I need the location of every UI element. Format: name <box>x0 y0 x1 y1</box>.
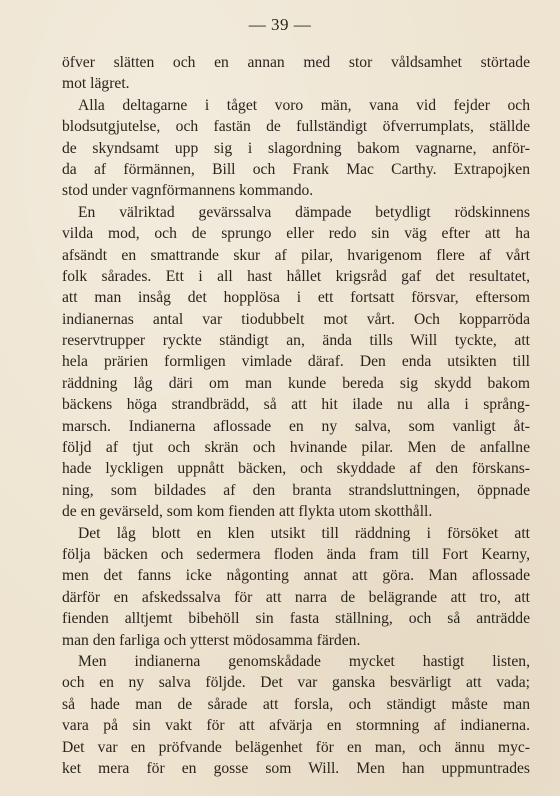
text-line: men det fanns icke någonting annat att göra. Man aflossade <box>62 567 530 585</box>
text-line: vilda mod, och de sprungo eller redo sin väg efter att ha <box>62 225 530 243</box>
text-line: följd af tjut och skrän och hvinande pilar. Men de anfallne <box>62 439 530 457</box>
text-line: vara på sin vakt för att afvärja en stormning af indianerna. <box>62 717 530 735</box>
text-line: hela prärien formligen vimlade däraf. Den enda utsikten till <box>62 353 530 371</box>
text-line: marsch. Indianerna aflossade en ny salva, som vanligt åt- <box>62 417 530 435</box>
text-line: En välriktad gevärssalva dämpade betydligt rödskinnens <box>78 203 530 221</box>
text-line: öfver slätten och en annan med stor våldsamhet störtade <box>62 54 530 71</box>
text-line: hade lyckligen uppnått bäcken, och skyddade af den förskans- <box>62 460 530 478</box>
text-line: man den farliga och ytterst mödosamma färden. <box>62 631 361 649</box>
text-line: Det låg blott en klen utsikt till räddning i försöket att <box>78 524 530 542</box>
text-line: de en gevärseld, som kom fienden att flykta utom skotthåll. <box>62 503 433 521</box>
text-line: da af förmännen, Bill och Frank Mac Carthy. Extrapojken <box>62 160 530 178</box>
text-line: bäckens höga strandbrädd, så att hit ilade nu alla i språng- <box>62 396 530 414</box>
text-line: ket mera för en gosse som Will. Men han uppmuntrades <box>62 759 530 777</box>
text-line: de skyndsamt upp sig i slagordning bakom vagnarne, anför- <box>62 139 530 157</box>
text-line: ning, som bildades af den branta strandsluttningen, öppnade <box>62 481 530 499</box>
text-line: mot lägret. <box>62 75 130 93</box>
text-line: stod under vagnförmannens kommando. <box>62 182 314 200</box>
text-line: Men indianerna genomskådade mycket hastigt listen, <box>78 652 530 670</box>
page-number: — 39 — <box>248 15 312 34</box>
text-line: räddning låg däri om man kunde bereda sig skydd bakom <box>62 374 530 392</box>
text-line: blodsutgjutelse, och fastän de fullständigt öfverrumplats, ställde <box>62 118 530 136</box>
text-line: Alla deltagarne i tåget voro män, vana vid fejder och <box>78 96 530 114</box>
text-line: därför en afskedssalva för att narra de belägrande att tro, att <box>62 588 530 606</box>
text-line: afsändt en smattrande skur af pilar, hvarigenom flere af vårt <box>62 246 530 264</box>
text-line: att man insåg det hopplösa i ett fortsatt försvar, eftersom <box>62 289 530 307</box>
text-line: fienden alltjemt bibehöll sin fasta ställning, och så anträdde <box>62 610 530 628</box>
text-line: Det var en pröfvande belägenhet för en man, och ännu myc- <box>62 738 530 756</box>
text-line: följa bäcken och sedermera floden ända fram till Fort Kearny, <box>62 545 530 563</box>
text-line: och en ny salva följde. Det var ganska besvärligt att vada; <box>62 674 530 692</box>
text-line: folk sårades. Ett i all hast hållet krigsråd gaf det resultatet, <box>62 267 530 285</box>
text-line: indianernas antal var tiodubbelt mot vårt. Och kopparröda <box>62 310 530 328</box>
text-line: så hade man de sårade att forsla, och ständigt måste man <box>62 695 530 713</box>
body-text <box>62 52 530 779</box>
text-line: reservtrupper ryckte ständigt an, ända tills Will tyckte, att <box>62 332 530 350</box>
